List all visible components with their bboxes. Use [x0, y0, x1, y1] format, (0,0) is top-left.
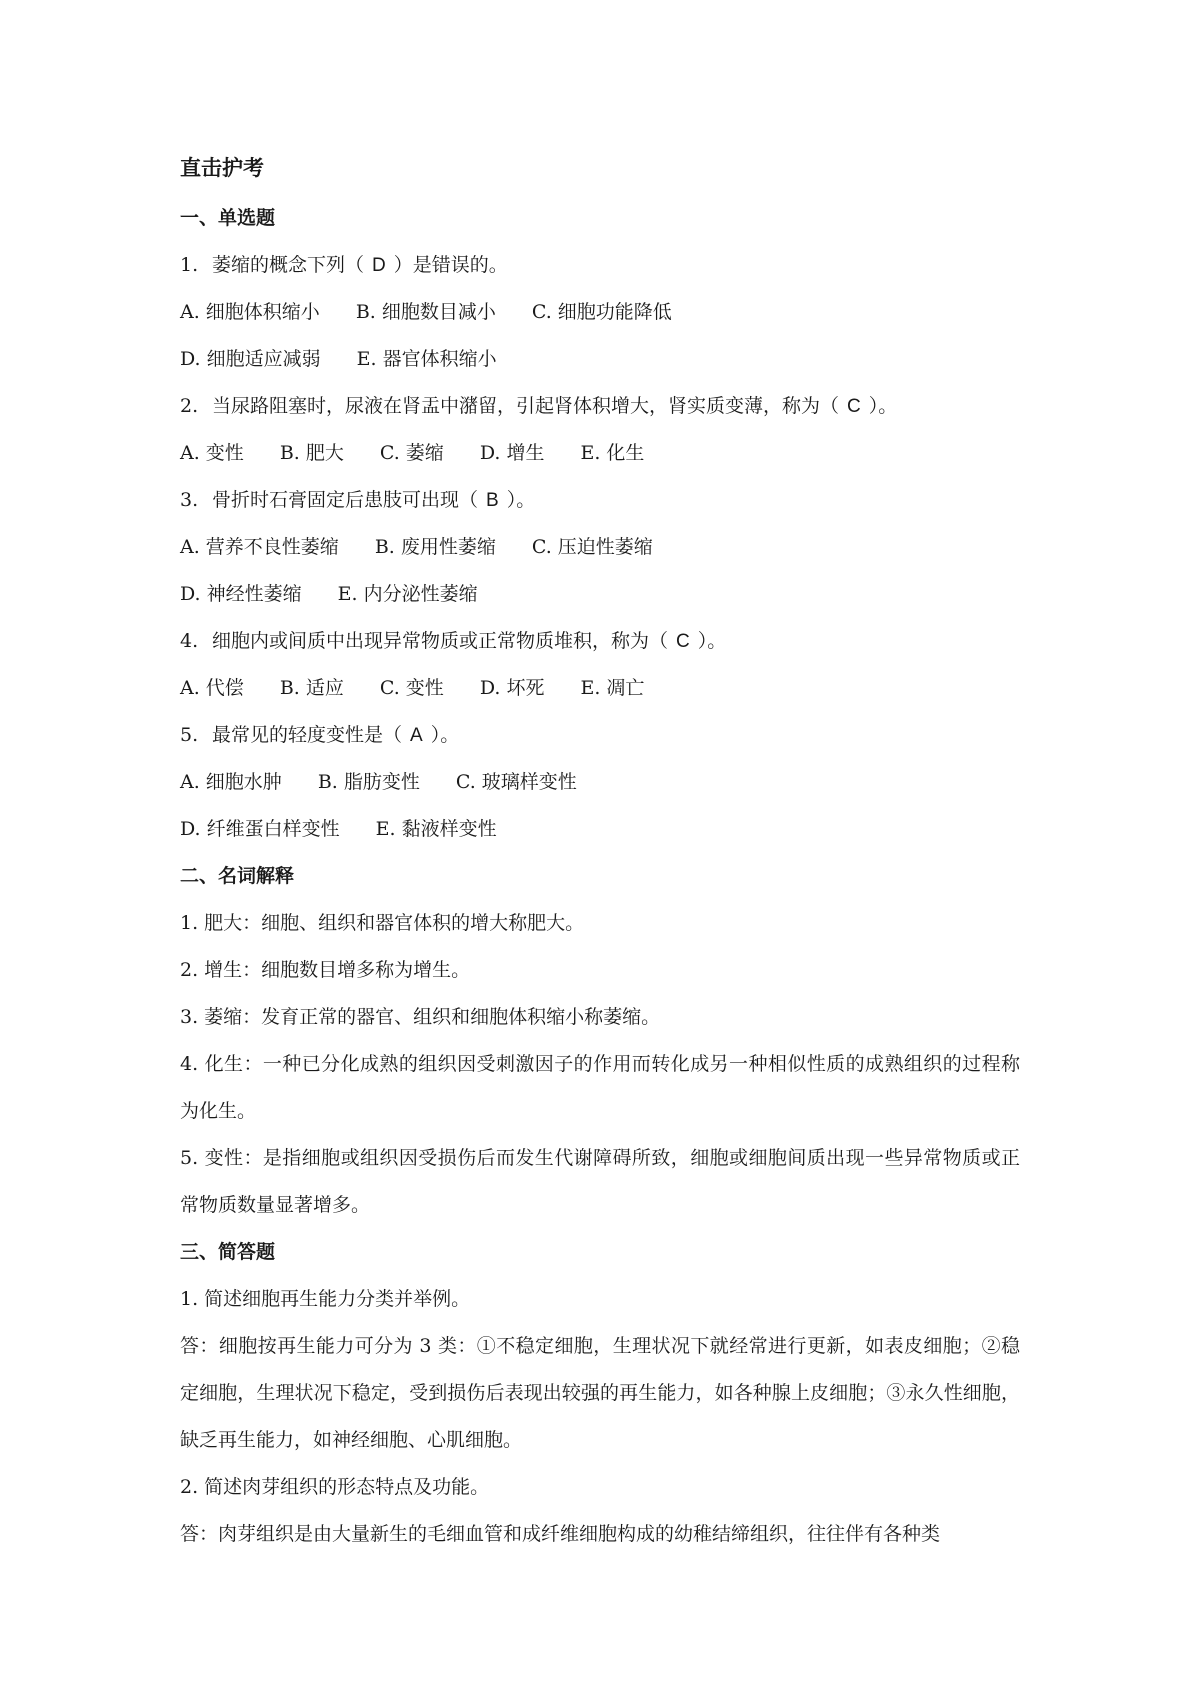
option: C. 压迫性萎缩: [531, 536, 653, 558]
options-row: [180, 665, 1020, 712]
option: B. 细胞数目减小: [355, 301, 496, 323]
answer-letter: C: [847, 396, 861, 417]
question-number: 5.: [180, 724, 199, 746]
option: E. 器官体积缩小: [356, 348, 497, 370]
option: B. 脂肪变性: [317, 771, 420, 793]
option: B. 适应: [279, 677, 344, 699]
question-text-end: ）。: [430, 724, 460, 746]
question-5: [180, 712, 1020, 759]
options-row: [180, 289, 1020, 336]
section-heading-single-choice: 一、单选题: [180, 207, 276, 229]
option: B. 废用性萎缩: [374, 536, 496, 558]
option: A. 代偿: [180, 677, 244, 699]
question-4: [180, 618, 1020, 665]
option: D. 神经性萎缩: [180, 583, 302, 605]
option: A. 细胞水肿: [180, 771, 282, 793]
short-answer-question: 2. 简述肉芽组织的形态特点及功能。: [180, 1476, 490, 1498]
term-definition: 4. 化生：一种已分化成熟的组织因受刺激因子的作用而转化成另一种相似性质的成熟组织的过程称为化生。: [180, 1053, 1020, 1122]
question-text: 当尿路阻塞时，尿液在肾盂中潴留，引起肾体积增大，肾实质变薄，称为（: [212, 395, 840, 417]
question-text: 萎缩的概念下列（: [212, 254, 365, 276]
option: C. 玻璃样变性: [455, 771, 577, 793]
term-definition: 1. 肥大：细胞、组织和器官体积的增大称肥大。: [180, 912, 585, 934]
term-definition: 5. 变性：是指细胞或组织因受损伤后而发生代谢障碍所致，细胞或细胞间质出现一些异常物质或正常物质数量显著增多。: [180, 1147, 1020, 1216]
option: C. 变性: [379, 677, 444, 699]
option: D. 纤维蛋白样变性: [180, 818, 340, 840]
document-body: [180, 150, 1020, 1558]
options-row: [180, 759, 1020, 806]
option: A. 营养不良性萎缩: [180, 536, 339, 558]
option: A. 变性: [180, 442, 244, 464]
question-text-end: ）是错误的。: [393, 254, 508, 276]
option: E. 化生: [580, 442, 645, 464]
short-answer-question: 1. 简述细胞再生能力分类并举例。: [180, 1288, 471, 1310]
answer-letter: D: [372, 255, 386, 276]
section-heading-short-answer: 三、简答题: [180, 1241, 276, 1263]
question-number: 2.: [180, 395, 199, 417]
option: E. 凋亡: [580, 677, 645, 699]
term-definition: 2. 增生：细胞数目增多称为增生。: [180, 959, 471, 981]
option: D. 细胞适应减弱: [180, 348, 321, 370]
option: D. 增生: [479, 442, 545, 464]
option: E. 内分泌性萎缩: [337, 583, 478, 605]
options-row: [180, 524, 1020, 571]
answer-letter: B: [486, 490, 499, 511]
option: C. 萎缩: [379, 442, 444, 464]
section-heading-terms: 二、名词解释: [180, 865, 295, 887]
options-row: [180, 336, 1020, 383]
option: E. 黏液样变性: [375, 818, 497, 840]
question-number: 1.: [180, 254, 199, 276]
question-text-end: ）。: [868, 395, 898, 417]
options-row: [180, 806, 1020, 853]
option: B. 肥大: [279, 442, 344, 464]
question-text: 骨折时石膏固定后患肢可出现（: [212, 489, 479, 511]
option: D. 坏死: [479, 677, 545, 699]
question-3: [180, 477, 1020, 524]
question-text: 细胞内或间质中出现异常物质或正常物质堆积，称为（: [212, 630, 669, 652]
options-row: [180, 430, 1020, 477]
question-2: [180, 383, 1020, 430]
short-answer-response: 答：肉芽组织是由大量新生的毛细血管和成纤维细胞构成的幼稚结缔组织，往往伴有各种类: [180, 1523, 941, 1545]
question-text-end: ）。: [697, 630, 727, 652]
question-number: 3.: [180, 489, 199, 511]
option: A. 细胞体积缩小: [180, 301, 320, 323]
answer-letter: A: [410, 725, 423, 746]
term-definition: 3. 萎缩：发育正常的器官、组织和细胞体积缩小称萎缩。: [180, 1006, 661, 1028]
question-text: 最常见的轻度变性是（: [212, 724, 403, 746]
short-answer-response: 答：细胞按再生能力可分为 3 类：①不稳定细胞，生理状况下就经常进行更新，如表皮细胞；②稳定细胞，生理状况下稳定，受到损伤后表现出较强的再生能力，如各种腺上皮细胞；③永久性细胞，缺乏再生能力，如神经细胞、心肌细胞。: [180, 1335, 1020, 1451]
answer-letter: C: [676, 631, 690, 652]
option: C. 细胞功能降低: [531, 301, 672, 323]
document-title: 直击护考: [180, 156, 264, 180]
question-number: 4.: [180, 630, 199, 652]
question-text-end: ）。: [506, 489, 536, 511]
question-1: [180, 242, 1020, 289]
options-row: [180, 571, 1020, 618]
